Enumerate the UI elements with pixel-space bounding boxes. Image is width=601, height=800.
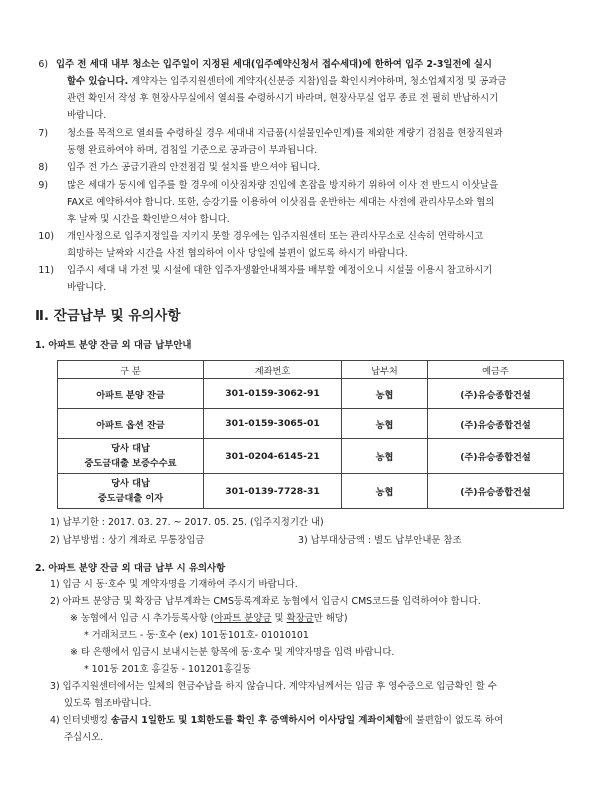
item-11-line-1: 입주시 세대 내 가전 및 시설에 대한 입주자생활안내책자를 배부할 예정이오니 시설물 이용시 참고하시기	[67, 265, 493, 276]
item-10-line-2: 희망하는 날짜와 시간을 사전 협의하여 이사 당일에 불편이 없도록 하시기 바랍니다.	[67, 248, 408, 259]
note-2-4-line-1: 4) 인터넷뱅킹 송금시 1일한도 및 1회한도를 확인 후 증액하시어 이사당일 계좌이체함에 불편함이 없도록 하여	[50, 715, 504, 726]
row-bank: 농협	[342, 439, 428, 474]
note-2-4-line-2: 주십시오.	[64, 732, 104, 743]
item-number-7: 7)	[38, 128, 48, 139]
item-6-line-2: 할수 있습니다. 계약자는 입주지원센터에 계약자(신분증 지참)임을 확인시켜야하며, 청소업체지정 및 공과금	[67, 76, 507, 87]
table-header-bank: 납부처	[342, 361, 428, 379]
row-account: 301-0159-3062-91	[204, 379, 342, 409]
row-bank: 농협	[342, 409, 428, 439]
row-holder: (주)유승종합건설	[428, 439, 564, 474]
note-2-3-line-2: 있도록 협조바랍니다.	[64, 698, 152, 709]
row-label: 아파트 분양 잔금	[58, 379, 204, 409]
subsection-2-title: 2. 아파트 분양 잔금 외 대금 납부 시 유의사항	[35, 563, 226, 574]
note-2-2-client-code: * 거래처코드 - 동·호수 (ex) 101동101호- 01010101	[84, 630, 309, 641]
item-7-line-1: 청소를 목적으로 열쇠를 수령하실 경우 세대내 지급품(시설물인수인계)를 제외한 계량기 검침을 현장직원과	[67, 128, 503, 139]
account-table	[57, 360, 564, 509]
note-2-2-other-bank: ※ 타 은행에서 입금시 보내시는분 항목에 동·호수 및 계약자명을 입력 바랍니다.	[70, 647, 395, 658]
payment-method: 2) 납부방법 : 상기 계좌로 무통장입금	[50, 535, 205, 546]
note-2-3-line-1: 3) 입주지원센터에서는 일체의 현금수납을 하지 않습니다. 계약자님께서는 입금 후 영수증으로 입금확인 할 수	[50, 681, 497, 692]
subsection-1-title: 1. 아파트 분양 잔금 외 대금 납부안내	[35, 340, 192, 351]
row-bank: 농협	[342, 474, 428, 509]
note-2-2-example: * 101동 201호 홍길동 - 101201홍길동	[84, 664, 251, 675]
row-bank: 농협	[342, 379, 428, 409]
row-holder: (주)유승종합건설	[428, 409, 564, 439]
table-row	[58, 474, 564, 509]
item-9-line-1: 많은 세대가 동시에 입주를 할 경우에 이삿짐차량 진입에 혼잡을 방지하기 위하여 이사 전 반드시 이삿날을	[67, 180, 499, 191]
note-2-1: 1) 입금 시 동·호수 및 계약자명을 기재하여 주시기 바랍니다.	[50, 579, 298, 590]
item-number-9: 9)	[38, 180, 48, 191]
item-10-line-1: 개인사정으로 입주지정일을 지키지 못할 경우에는 입주지원센터 또는 관리사무소로 신속히 연락하시고	[67, 231, 484, 242]
section-title: Ⅱ. 잔금납부 및 유의사항	[35, 308, 181, 324]
item-6-line-3: 관련 확인서 작성 후 현장사무실에서 열쇠를 수령하시기 바라며, 현장사무실 업무 종료 전 필히 반납하시기	[67, 93, 499, 104]
row-account: 301-0139-7728-31	[204, 474, 342, 509]
row-account: 301-0159-3065-01	[204, 409, 342, 439]
table-header-holder: 예금주	[428, 361, 564, 379]
item-7-line-2: 동행 완료하여야 하며, 검침일 기준으로 공과금이 부과됩니다.	[67, 145, 318, 156]
row-label: 당사 대납 중도금대출 이자	[58, 474, 204, 509]
item-8-line-1: 입주 전 가스 공급기관의 안전점검 및 설치를 받으셔야 됩니다.	[67, 162, 321, 173]
item-9-line-3: 후 날짜 및 시간을 확인받으셔야 합니다.	[67, 214, 230, 225]
table-row	[58, 409, 564, 439]
item-9-line-2: FAX로 예약하셔야 합니다. 또한, 승강기를 이용하여 이삿짐을 운반하는 세대는 사전에 관리사무소와 협의	[67, 197, 495, 208]
table-header-row	[58, 361, 564, 379]
note-2-2-nh-bank: ※ 농협에서 입금 시 추가등록사항 (아파트 분양금 및 확장금만 해당)	[70, 613, 348, 624]
row-holder: (주)유승종합건설	[428, 474, 564, 509]
table-header-account: 계좌번호	[204, 361, 342, 379]
item-number-8: 8)	[38, 162, 48, 173]
payment-amount: 3) 납부대상금액 : 별도 납부안내문 참조	[298, 535, 462, 546]
item-number-10: 10)	[38, 231, 54, 242]
item-6-line-4: 바랍니다.	[67, 110, 107, 121]
row-label: 당사 대납 중도금대출 보증수수료	[58, 439, 204, 474]
table-row	[58, 439, 564, 474]
item-number-6: 6)	[38, 59, 48, 70]
row-account: 301-0204-6145-21	[204, 439, 342, 474]
table-row	[58, 379, 564, 409]
table-header-category: 구 분	[58, 361, 204, 379]
row-holder: (주)유승종합건설	[428, 379, 564, 409]
item-number-11: 11)	[38, 265, 54, 276]
note-2-2: 2) 아파트 분양금 및 확장금 납부계좌는 CMS등록계좌로 농협에서 입금시 CMS코드를 입력하여야 합니다.	[50, 596, 481, 607]
row-label: 아파트 옵션 잔금	[58, 409, 204, 439]
item-11-line-2: 바랍니다.	[67, 282, 107, 293]
payment-deadline: 1) 납부기한 : 2017. 03. 27. ~ 2017. 05. 25. (입주지정기간 내)	[50, 517, 324, 528]
item-6-line-1: 입주 전 세대 내부 청소는 입주일이 지정된 세대(입주예약신청서 접수세대)에 한하여 입주 2-3일전에 실시	[56, 59, 492, 70]
